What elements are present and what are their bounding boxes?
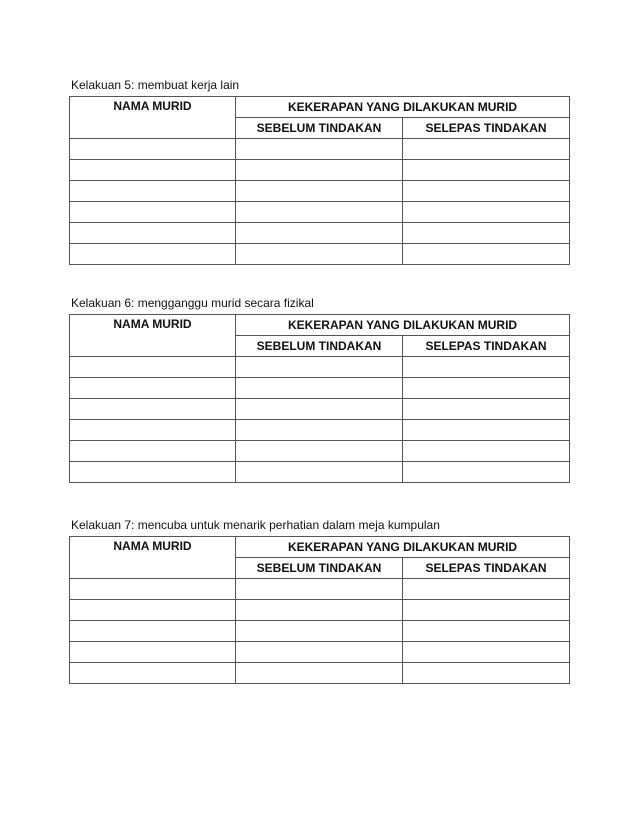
header-nama-murid: NAMA MURID: [70, 315, 236, 357]
cell-selepas-tindakan[interactable]: [403, 378, 570, 399]
cell-nama-murid[interactable]: [70, 202, 236, 223]
cell-sebelum-tindakan[interactable]: [236, 160, 403, 181]
cell-sebelum-tindakan[interactable]: [236, 378, 403, 399]
table-row: [70, 621, 570, 642]
cell-sebelum-tindakan[interactable]: [236, 181, 403, 202]
cell-nama-murid[interactable]: [70, 579, 236, 600]
cell-sebelum-tindakan[interactable]: [236, 663, 403, 684]
cell-sebelum-tindakan[interactable]: [236, 202, 403, 223]
table-row: [70, 181, 570, 202]
cell-sebelum-tindakan[interactable]: [236, 441, 403, 462]
cell-selepas-tindakan[interactable]: [403, 441, 570, 462]
observation-table: [69, 96, 570, 265]
table-row: [70, 420, 570, 441]
header-kekerapan: KEKERAPAN YANG DILAKUKAN MURID: [236, 97, 570, 118]
cell-selepas-tindakan[interactable]: [403, 462, 570, 483]
cell-nama-murid[interactable]: [70, 244, 236, 265]
cell-sebelum-tindakan[interactable]: [236, 621, 403, 642]
cell-selepas-tindakan[interactable]: [403, 399, 570, 420]
section-caption: Kelakuan 6: mengganggu murid secara fizikal: [71, 296, 314, 310]
table-row: [70, 139, 570, 160]
cell-nama-murid[interactable]: [70, 160, 236, 181]
cell-selepas-tindakan[interactable]: [403, 663, 570, 684]
table-row: [70, 223, 570, 244]
cell-selepas-tindakan[interactable]: [403, 160, 570, 181]
cell-nama-murid[interactable]: [70, 621, 236, 642]
table-row: [70, 399, 570, 420]
table-row: [70, 160, 570, 181]
section-caption: Kelakuan 7: mencuba untuk menarik perhatian dalam meja kumpulan: [71, 518, 440, 532]
table-row: [70, 600, 570, 621]
header-sebelum-tindakan: SEBELUM TINDAKAN: [236, 558, 403, 579]
cell-selepas-tindakan[interactable]: [403, 357, 570, 378]
cell-nama-murid[interactable]: [70, 378, 236, 399]
cell-selepas-tindakan[interactable]: [403, 600, 570, 621]
header-selepas-tindakan: SELEPAS TINDAKAN: [403, 558, 570, 579]
table-row: [70, 357, 570, 378]
header-nama-murid: NAMA MURID: [70, 97, 236, 139]
cell-sebelum-tindakan[interactable]: [236, 357, 403, 378]
cell-sebelum-tindakan[interactable]: [236, 223, 403, 244]
section-caption: Kelakuan 5: membuat kerja lain: [71, 78, 240, 92]
header-sebelum-tindakan: SEBELUM TINDAKAN: [236, 118, 403, 139]
cell-selepas-tindakan[interactable]: [403, 642, 570, 663]
cell-selepas-tindakan[interactable]: [403, 139, 570, 160]
table-body: [70, 579, 570, 684]
cell-nama-murid[interactable]: [70, 223, 236, 244]
header-selepas-tindakan: SELEPAS TINDAKAN: [403, 118, 570, 139]
table-row: [70, 579, 570, 600]
header-sebelum-tindakan: SEBELUM TINDAKAN: [236, 336, 403, 357]
table-row: [70, 244, 570, 265]
observation-table: [69, 536, 570, 684]
cell-sebelum-tindakan[interactable]: [236, 642, 403, 663]
cell-selepas-tindakan[interactable]: [403, 579, 570, 600]
cell-nama-murid[interactable]: [70, 357, 236, 378]
cell-nama-murid[interactable]: [70, 420, 236, 441]
table-body: [70, 357, 570, 483]
cell-nama-murid[interactable]: [70, 181, 236, 202]
cell-nama-murid[interactable]: [70, 600, 236, 621]
table-row: [70, 441, 570, 462]
cell-selepas-tindakan[interactable]: [403, 420, 570, 441]
cell-nama-murid[interactable]: [70, 399, 236, 420]
section-kelakuan-6: [69, 296, 569, 483]
cell-sebelum-tindakan[interactable]: [236, 600, 403, 621]
cell-nama-murid[interactable]: [70, 663, 236, 684]
section-kelakuan-7: [69, 518, 569, 684]
cell-nama-murid[interactable]: [70, 462, 236, 483]
cell-nama-murid[interactable]: [70, 642, 236, 663]
cell-selepas-tindakan[interactable]: [403, 244, 570, 265]
table-row: [70, 202, 570, 223]
header-kekerapan: KEKERAPAN YANG DILAKUKAN MURID: [236, 315, 570, 336]
cell-sebelum-tindakan[interactable]: [236, 399, 403, 420]
observation-table: [69, 314, 570, 483]
header-kekerapan: KEKERAPAN YANG DILAKUKAN MURID: [236, 537, 570, 558]
cell-sebelum-tindakan[interactable]: [236, 579, 403, 600]
cell-selepas-tindakan[interactable]: [403, 223, 570, 244]
cell-selepas-tindakan[interactable]: [403, 202, 570, 223]
table-row: [70, 642, 570, 663]
header-selepas-tindakan: SELEPAS TINDAKAN: [403, 336, 570, 357]
table-row: [70, 462, 570, 483]
section-kelakuan-5: [69, 78, 569, 265]
cell-sebelum-tindakan[interactable]: [236, 462, 403, 483]
cell-sebelum-tindakan[interactable]: [236, 244, 403, 265]
table-row: [70, 378, 570, 399]
table-row: [70, 663, 570, 684]
cell-nama-murid[interactable]: [70, 139, 236, 160]
cell-selepas-tindakan[interactable]: [403, 181, 570, 202]
cell-sebelum-tindakan[interactable]: [236, 139, 403, 160]
cell-nama-murid[interactable]: [70, 441, 236, 462]
table-body: [70, 139, 570, 265]
header-nama-murid: NAMA MURID: [70, 537, 236, 579]
cell-selepas-tindakan[interactable]: [403, 621, 570, 642]
cell-sebelum-tindakan[interactable]: [236, 420, 403, 441]
